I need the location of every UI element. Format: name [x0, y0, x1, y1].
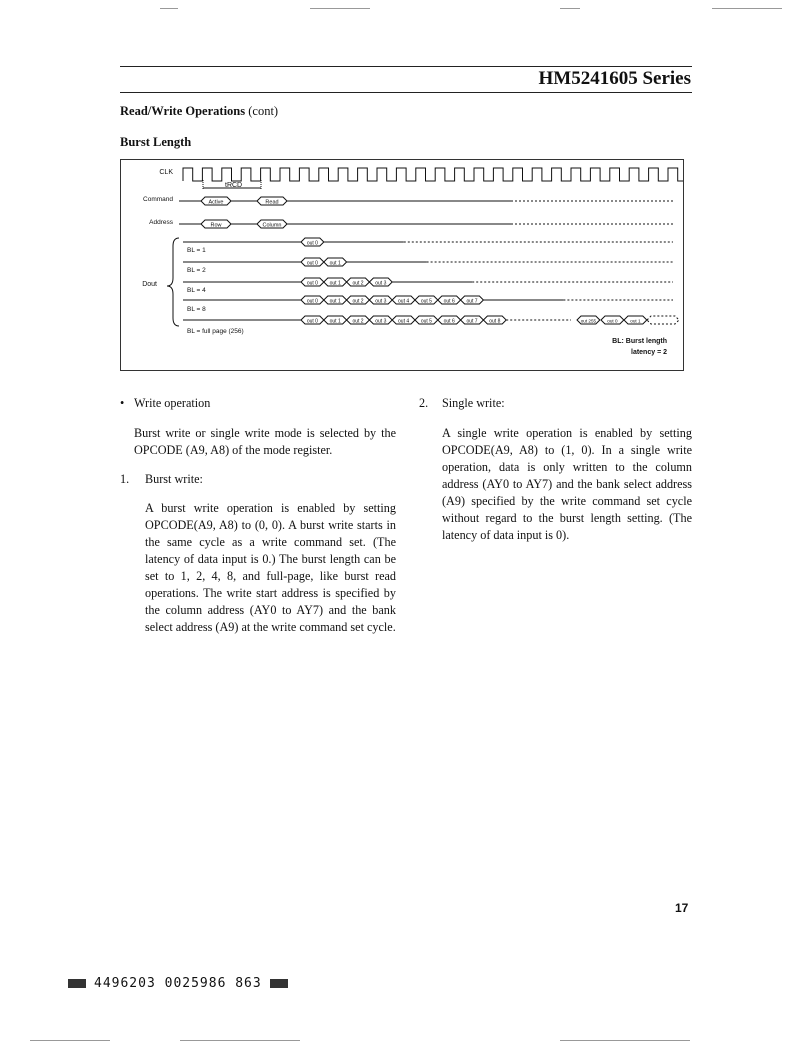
dout-row-4-text-4: out 4: [398, 318, 410, 325]
write-intro-text: Burst write or single write mode is selected by the OPCODE (A9, A8) of the mode register.: [134, 426, 396, 457]
dout-row-4-text-8: out 8: [489, 318, 501, 325]
scan-mark: [310, 8, 370, 9]
scan-mark: [560, 1040, 690, 1041]
item1-body: [145, 500, 396, 636]
command-label: Command: [143, 196, 173, 203]
header-rule-bottom: [120, 92, 692, 93]
item2-body: [442, 425, 692, 544]
clk-waveform: [183, 168, 683, 181]
timing-diagram: [120, 159, 684, 371]
section-title-bold: Read/Write Operations: [120, 104, 246, 118]
dout-row-3-text-4: out 4: [398, 298, 410, 305]
dout-row-3-text-3: out 3: [375, 298, 387, 305]
dout-row-2-text-3: out 3: [375, 280, 387, 287]
item2-body-text: A single write operation is enabled by setting OPCODE(A9, A8) to (1, 0). In a single write operation, data is only written to the column address (AY0 to AY7) and the bank select address (A9) specified by the write command set cycle without regard to the burst length setting. (The latency of data input is 0).: [442, 426, 692, 542]
section-title-suffix: (cont): [245, 104, 279, 118]
write-intro: [134, 425, 396, 459]
dout-row-4-text-5: out 5: [420, 318, 432, 325]
bl-label-1: BL = 2: [187, 267, 206, 274]
dout-row-3-text-7: out 7: [466, 298, 478, 305]
address-label: Address: [149, 219, 173, 226]
dout-label: Dout: [142, 281, 157, 288]
barcode-text: 4496203 0025986 863: [94, 976, 262, 991]
command-read-text: Read: [265, 199, 279, 206]
write-bullet: •: [120, 396, 125, 410]
dout-row-3-text-2: out 2: [352, 298, 364, 305]
address-column-text: Column: [262, 222, 282, 229]
dout-fullpage-tail-open: [647, 316, 679, 324]
item1-number: 1.: [120, 472, 130, 486]
bl-label-0: BL = 1: [187, 247, 206, 254]
timing-diagram-svg: [121, 160, 683, 370]
header-rule: [120, 66, 692, 67]
item1-heading: Burst write:: [145, 472, 203, 486]
scan-mark: [30, 1040, 110, 1041]
dout-brace: [167, 238, 179, 326]
dout-row-4-text-6: out 6: [443, 318, 455, 325]
dout-row-3-text-1: out 1: [329, 298, 341, 305]
item2-heading: Single write:: [442, 396, 505, 410]
write-heading: Write operation: [134, 396, 211, 410]
dout-row-4-text-3: out 3: [375, 318, 387, 325]
dout-row-4-text-1: out 1: [329, 318, 341, 325]
command-active-text: Active: [208, 199, 224, 206]
dout-row-2-text-0: out 0: [306, 280, 318, 287]
dout-fullpage-tail-text-0: out 255: [580, 318, 597, 324]
barcode-block-left: [68, 979, 86, 988]
dout-row-4-text-2: out 2: [352, 318, 364, 325]
scan-mark: [180, 1040, 300, 1041]
address-row-text: Row: [210, 222, 222, 229]
scan-mark: [560, 8, 580, 9]
section-subtitle-text: Burst Length: [120, 135, 192, 149]
dout-row-2-text-1: out 1: [329, 280, 341, 287]
bl-label-4: BL = full page (256): [187, 328, 244, 335]
dout-row-2-text-2: out 2: [352, 280, 364, 287]
bl-label-3: BL = 8: [187, 306, 206, 313]
page-number: 17: [675, 901, 689, 915]
scan-mark: [160, 8, 178, 9]
dout-row-4-text-0: out 0: [306, 318, 318, 325]
dout-row-0-text-0: out 0: [306, 240, 318, 247]
note-burst-length: BL: Burst length: [612, 338, 667, 345]
dout-row-3-text-5: out 5: [420, 298, 432, 305]
section-subtitle: [120, 135, 191, 150]
bl-label-2: BL = 4: [187, 287, 206, 294]
section-title: [120, 104, 278, 119]
barcode-block-right: [270, 979, 288, 988]
trcd-label: tRCD: [225, 182, 243, 189]
dout-fullpage-tail-text-2: out 1: [630, 318, 641, 324]
item1-body-text: A burst write operation is enabled by setting OPCODE(A9, A8) to (0, 0). A burst write starts in the same cycle as a write command set. (The latency of data input is 0.) The burst length can be set to 1, 2, 4, 8, and full-page, like burst read operations. The write start address is specified by the column address (AY0 to AY7) and the bank select address (A9) at the write command set cycle.: [145, 501, 396, 634]
dout-row-3-text-6: out 6: [443, 298, 455, 305]
dout-row-1-text-0: out 0: [306, 260, 318, 267]
series-title: HM5241605 Series: [538, 68, 691, 89]
dout-row-1-text-1: out 1: [329, 260, 341, 267]
item2-number: 2.: [419, 396, 429, 410]
note-latency: latency = 2: [631, 349, 667, 356]
scan-mark: [712, 8, 782, 9]
dout-row-4-text-7: out 7: [466, 318, 478, 325]
dout-fullpage-tail-text-1: out 0: [607, 318, 618, 324]
clk-label: CLK: [159, 169, 173, 176]
dout-row-3-text-0: out 0: [306, 298, 318, 305]
barcode-line: [60, 976, 296, 991]
